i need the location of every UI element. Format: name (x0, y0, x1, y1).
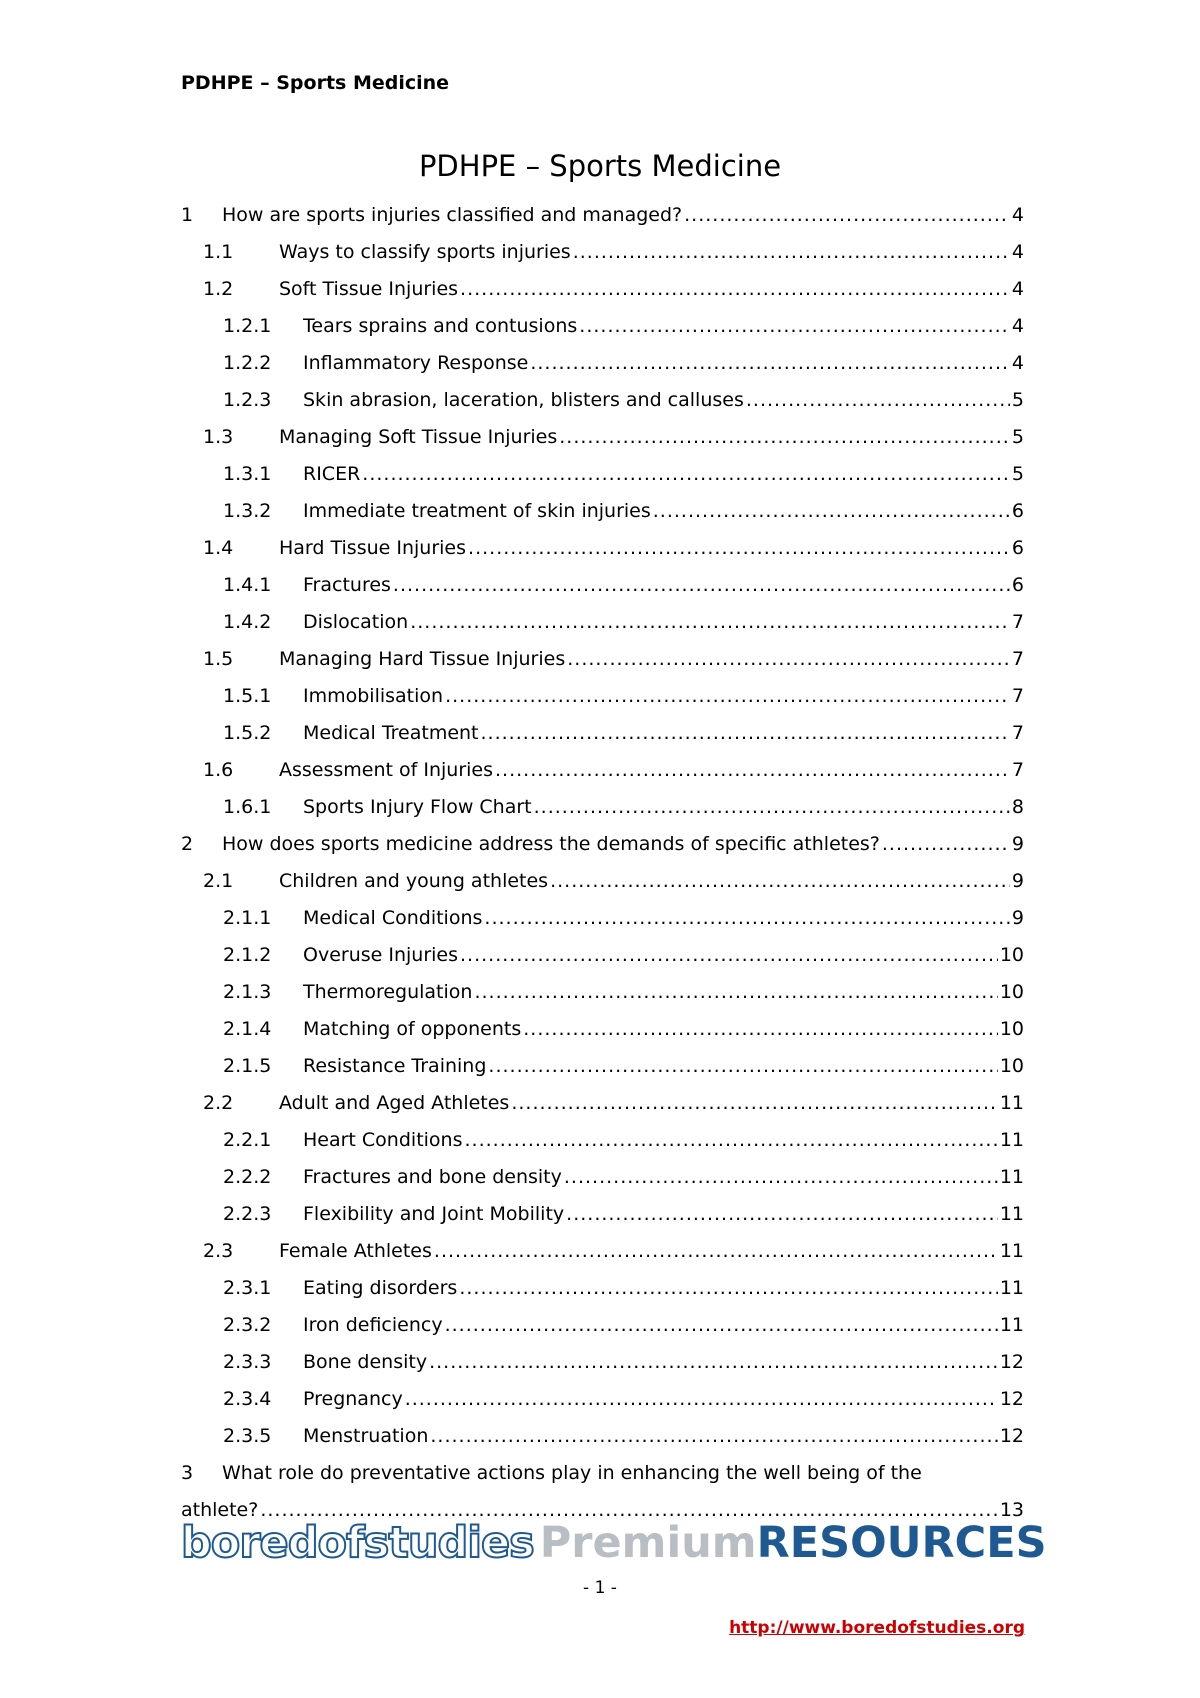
toc-entry-title: Overuse Injuries (303, 943, 459, 966)
toc-entry-page: 11 (999, 1165, 1024, 1188)
toc-entry-title: Managing Soft Tissue Injuries (279, 425, 558, 448)
toc-entry-number: 2.3 (203, 1239, 234, 1262)
toc-entry-title: RICER (303, 462, 361, 485)
toc-leader-dots (410, 611, 1010, 633)
toc-entry-title: Adult and Aged Athletes (279, 1091, 510, 1114)
toc-entry-title: Iron deficiency (303, 1313, 443, 1336)
toc-leader-dots (468, 537, 1010, 559)
toc-entry-title: How does sports medicine address the demands of specific athletes? (222, 832, 880, 855)
toc-entry-page: 11 (999, 1313, 1024, 1336)
toc-leader-dots (523, 1018, 998, 1040)
toc-entry[interactable] (181, 603, 1024, 640)
toc-entry-number: 1.5 (203, 647, 234, 670)
toc-entry-title: Assessment of Injuries (279, 758, 494, 781)
toc-entry[interactable] (181, 862, 1024, 899)
toc-entry-title: Female Athletes (279, 1239, 432, 1262)
toc-entry-title: Flexibility and Joint Mobility (303, 1202, 565, 1225)
toc-entry[interactable] (181, 899, 1024, 936)
toc-entry[interactable] (181, 1047, 1024, 1084)
toc-entry-title: Matching of opponents (303, 1017, 522, 1040)
toc-entry-title: Medical Conditions (303, 906, 483, 929)
toc-entry-title: Thermoregulation (303, 980, 473, 1003)
toc-entry-page: 7 (1011, 684, 1024, 707)
document-title: PDHPE – Sports Medicine (418, 149, 782, 183)
toc-entry-title: Dislocation (303, 610, 409, 633)
toc-entry-number: 1.1 (203, 240, 234, 263)
toc-leader-dots (567, 648, 1010, 670)
toc-entry-page: 11 (999, 1091, 1024, 1114)
footer-website-link[interactable]: http://www.boredofstudies.org (729, 1618, 1025, 1638)
toc-entry-number: 1.3 (203, 425, 234, 448)
toc-entry-title: Tears sprains and contusions (303, 314, 578, 337)
toc-entry-page: 6 (1011, 573, 1024, 596)
toc-leader-dots (465, 1129, 998, 1151)
toc-entry-page: 12 (999, 1387, 1024, 1410)
toc-entry[interactable] (181, 455, 1024, 492)
toc-leader-dots (534, 796, 1010, 818)
toc-entry-title-continued: athlete? (181, 1498, 259, 1521)
toc-leader-dots (653, 500, 1010, 522)
toc-leader-dots (530, 352, 1010, 374)
toc-entry-number: 2.1.4 (223, 1017, 272, 1040)
toc-leader-dots (566, 1203, 998, 1225)
toc-entry-title: Medical Treatment (303, 721, 479, 744)
toc-leader-dots (474, 981, 997, 1003)
toc-entry-title: Resistance Training (303, 1054, 487, 1077)
toc-entry-page: 10 (999, 1017, 1024, 1040)
toc-entry-page: 13 (999, 1498, 1024, 1521)
toc-leader-dots (488, 1055, 997, 1077)
toc-entry[interactable] (181, 1121, 1024, 1158)
toc-entry[interactable] (181, 973, 1024, 1010)
toc-entry-page: 9 (1011, 832, 1024, 855)
toc-entry[interactable] (181, 196, 1024, 233)
toc-entry[interactable] (181, 1380, 1024, 1417)
toc-entry-number: 2.1.5 (223, 1054, 272, 1077)
toc-entry-page: 4 (1011, 314, 1024, 337)
toc-entry-page: 10 (999, 943, 1024, 966)
toc-entry[interactable] (181, 1306, 1024, 1343)
premium-logo-text: Premium (539, 1518, 757, 1568)
toc-entry-page: 6 (1011, 536, 1024, 559)
toc-entry[interactable] (181, 714, 1024, 751)
toc-entry[interactable] (181, 418, 1024, 455)
toc-entry-page: 12 (999, 1350, 1024, 1373)
toc-entry-title: Heart Conditions (303, 1128, 463, 1151)
toc-entry-title: Menstruation (303, 1424, 429, 1447)
toc-entry[interactable] (181, 1232, 1024, 1269)
toc-entry-title: Fractures and bone density (303, 1165, 562, 1188)
toc-entry-number: 2.3.1 (223, 1276, 272, 1299)
toc-entry[interactable] (181, 381, 1024, 418)
toc-entry-number: 1.2 (203, 277, 234, 300)
resources-logo-text: RESOURCES (756, 1518, 1047, 1568)
toc-entry-number: 1.3.1 (223, 462, 272, 485)
toc-entry-title: Sports Injury Flow Chart (303, 795, 532, 818)
toc-entry-number: 2.1.2 (223, 943, 272, 966)
toc-entry[interactable] (181, 492, 1024, 529)
toc-leader-dots (564, 1166, 998, 1188)
toc-entry-page: 7 (1011, 647, 1024, 670)
toc-entry-page: 8 (1011, 795, 1024, 818)
boredofstudies-logo: boredofstudies (181, 1518, 534, 1568)
toc-entry-page: 5 (1011, 462, 1024, 485)
toc-entry-page: 10 (999, 980, 1024, 1003)
toc-entry-number: 2.2.1 (223, 1128, 272, 1151)
toc-entry-number: 1.5.2 (223, 721, 272, 744)
toc-entry-page: 4 (1011, 351, 1024, 374)
toc-entry-number: 2.3.3 (223, 1350, 272, 1373)
toc-entry-number: 1.2.2 (223, 351, 272, 374)
toc-entry[interactable] (181, 344, 1024, 381)
running-header: PDHPE – Sports Medicine (181, 72, 450, 94)
toc-entry-title: What role do preventative actions play in enhancing the well being of the (222, 1461, 922, 1484)
toc-entry-3-line1[interactable] (181, 1454, 1024, 1491)
toc-leader-dots (684, 204, 1010, 226)
toc-entry-number: 2 (181, 832, 194, 855)
table-of-contents (181, 196, 1024, 1528)
toc-entry[interactable] (181, 1158, 1024, 1195)
toc-leader-dots (511, 1092, 997, 1114)
toc-entry-page: 9 (1011, 906, 1024, 929)
toc-entry[interactable] (181, 788, 1024, 825)
toc-leader-dots (429, 1351, 998, 1373)
toc-entry-title: Children and young athletes (279, 869, 549, 892)
toc-entry[interactable] (181, 1343, 1024, 1380)
toc-entry-title: Pregnancy (303, 1387, 403, 1410)
toc-leader-dots (573, 241, 1010, 263)
toc-leader-dots (495, 759, 1010, 781)
toc-leader-dots (550, 870, 1010, 892)
toc-entry[interactable] (181, 233, 1024, 270)
toc-leader-dots (882, 833, 1010, 855)
toc-entry-page: 7 (1011, 758, 1024, 781)
toc-entry[interactable] (181, 640, 1024, 677)
page-number: - 1 - (583, 1578, 617, 1598)
toc-entry-number: 2.1 (203, 869, 234, 892)
toc-entry-title: Immediate treatment of skin injuries (303, 499, 651, 522)
toc-leader-dots (393, 574, 1010, 596)
toc-entry[interactable] (181, 566, 1024, 603)
toc-entry-title: Managing Hard Tissue Injuries (279, 647, 566, 670)
toc-entry-number: 1.2.3 (223, 388, 272, 411)
toc-entry[interactable] (181, 1084, 1024, 1121)
toc-entry[interactable] (181, 677, 1024, 714)
toc-entry-title: Ways to classify sports injuries (279, 240, 571, 263)
toc-entry-number: 2.1.3 (223, 980, 272, 1003)
toc-entry-title: Inflammatory Response (303, 351, 529, 374)
toc-entry-number: 1.5.1 (223, 684, 272, 707)
toc-leader-dots (430, 1425, 997, 1447)
toc-entry-number: 2.1.1 (223, 906, 272, 929)
toc-entry-number: 1.4.2 (223, 610, 272, 633)
toc-entry[interactable] (181, 1195, 1024, 1232)
toc-entry-page: 7 (1011, 721, 1024, 744)
toc-entry[interactable] (181, 1417, 1024, 1454)
toc-leader-dots (459, 1277, 997, 1299)
toc-entry-page: 7 (1011, 610, 1024, 633)
toc-entry[interactable] (181, 825, 1024, 862)
toc-entry-number: 1.6.1 (223, 795, 272, 818)
toc-entry-number: 2.2.2 (223, 1165, 272, 1188)
toc-entry[interactable] (181, 529, 1024, 566)
toc-entry-page: 4 (1011, 240, 1024, 263)
toc-entry-number: 1 (181, 203, 194, 226)
toc-entry[interactable] (181, 936, 1024, 973)
toc-entry[interactable] (181, 1269, 1024, 1306)
toc-entry[interactable] (181, 307, 1024, 344)
toc-entry[interactable] (181, 751, 1024, 788)
toc-entry-number: 2.3.2 (223, 1313, 272, 1336)
toc-entry-title: Immobilisation (303, 684, 444, 707)
toc-entry-title: Bone density (303, 1350, 428, 1373)
toc-entry-title: Eating disorders (303, 1276, 458, 1299)
toc-entry-page: 11 (999, 1202, 1024, 1225)
toc-entry-title: How are sports injuries classified and managed? (222, 203, 683, 226)
toc-leader-dots (481, 722, 1010, 744)
toc-leader-dots (445, 685, 1010, 707)
toc-entry-page: 6 (1011, 499, 1024, 522)
toc-entry-number: 1.6 (203, 758, 234, 781)
toc-leader-dots (484, 907, 1010, 929)
toc-leader-dots (746, 389, 1010, 411)
toc-leader-dots (445, 1314, 998, 1336)
toc-entry-number: 2.2.3 (223, 1202, 272, 1225)
toc-leader-dots (460, 944, 998, 966)
premium-resources-banner (181, 1512, 1047, 1568)
toc-entry-page: 11 (999, 1276, 1024, 1299)
toc-entry-number: 2.2 (203, 1091, 234, 1114)
toc-entry-page: 11 (999, 1239, 1024, 1262)
toc-entry-number: 2.3.5 (223, 1424, 272, 1447)
toc-entry-page: 10 (999, 1054, 1024, 1077)
toc-entry-page: 4 (1011, 277, 1024, 300)
toc-entry-title: Skin abrasion, laceration, blisters and calluses (303, 388, 744, 411)
toc-leader-dots (460, 278, 1010, 300)
toc-entry-page: 5 (1011, 425, 1024, 448)
toc-entry-title: Soft Tissue Injuries (279, 277, 459, 300)
toc-entry-title: Fractures (303, 573, 391, 596)
toc-entry-number: 1.2.1 (223, 314, 272, 337)
toc-entry-number: 1.4.1 (223, 573, 272, 596)
toc-entry-page: 12 (999, 1424, 1024, 1447)
toc-entry-page: 4 (1011, 203, 1024, 226)
toc-leader-dots (559, 426, 1010, 448)
toc-entry[interactable] (181, 1010, 1024, 1047)
toc-leader-dots (579, 315, 1010, 337)
toc-entry-number: 1.4 (203, 536, 234, 559)
toc-entry-page: 11 (999, 1128, 1024, 1151)
toc-entry-title: Hard Tissue Injuries (279, 536, 467, 559)
toc-entry-page: 5 (1011, 388, 1024, 411)
toc-leader-dots (434, 1240, 998, 1262)
toc-entry-number: 1.3.2 (223, 499, 272, 522)
toc-leader-dots (405, 1388, 998, 1410)
toc-entry-number: 2.3.4 (223, 1387, 272, 1410)
toc-entry[interactable] (181, 270, 1024, 307)
toc-entry-page: 9 (1011, 869, 1024, 892)
toc-leader-dots (362, 463, 1010, 485)
toc-entry-number: 3 (181, 1461, 194, 1484)
